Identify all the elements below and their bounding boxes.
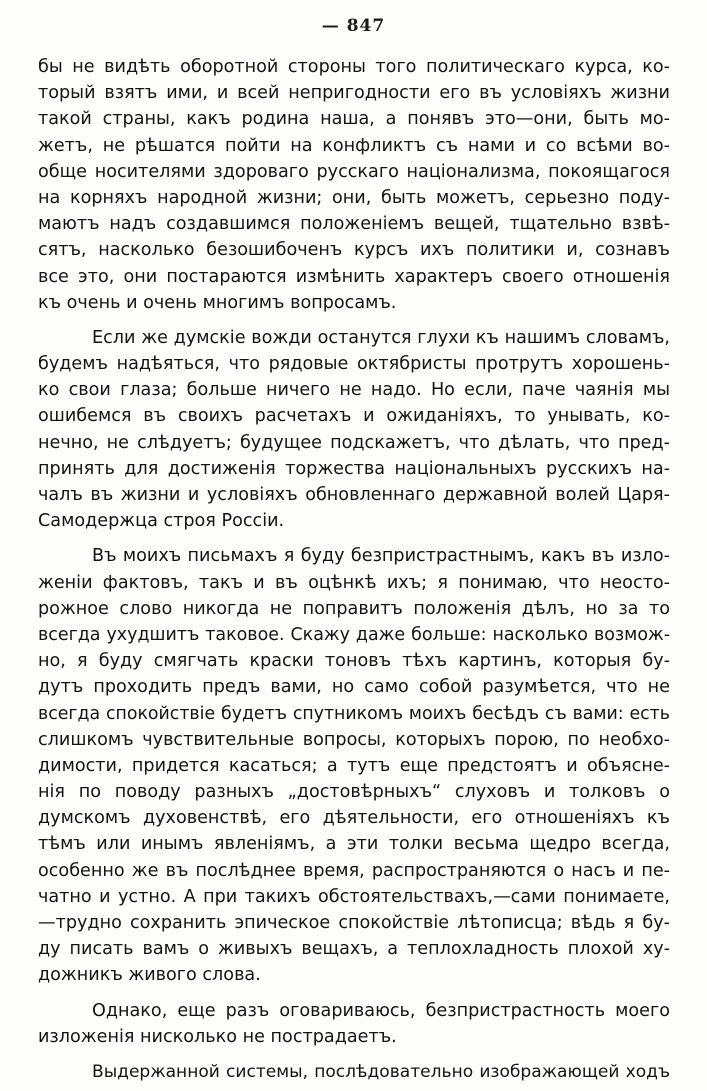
text-line: тѣмъ или инымъ явленіямъ, а эти толки весьма щедро всегда, (38, 834, 670, 855)
text-line: на корняхъ народной жизни; они, быть можетъ, серьезно поду- (38, 187, 670, 208)
text-line: Однако, еще разъ оговариваюсь, безпристрастность моего (92, 1000, 670, 1021)
text-line: женіи фактовъ, такъ и въ оцѣнкѣ ихъ; я понимаю, что неосто- (38, 572, 670, 593)
text-line: нечно, не слѣдуетъ; будущее подскажетъ, что дѣлать, что пред- (38, 432, 670, 453)
text-line: но, я буду смягчать краски тоновъ тѣхъ картинъ, которыя бу- (38, 651, 670, 672)
text-line: всегда ухудшитъ таковое. Скажу даже больше: насколько возмож- (38, 624, 670, 645)
text-line: дожникъ живого слова. (38, 965, 261, 986)
text-line: чатно и устно. А при такихъ обстоятельствахъ,—сами понимаете, (38, 886, 670, 907)
text-line: ошибемся въ своихъ расчетахъ и ожиданіяхъ, то унывать, ко- (38, 406, 670, 427)
text-line: дутъ проходить предъ вами, но само собой разумѣется, что не (38, 677, 670, 698)
paragraph-1 (38, 54, 670, 316)
text-line: принять для достиженія торжества національныхъ русскихъ на- (38, 458, 670, 479)
text-line: чалъ въ жизни и условіяхъ обновленнаго державной волей Царя- (38, 485, 670, 505)
text-line: ко свои глаза; больше ничего не надо. Но если, паче чаянія мы (38, 380, 670, 401)
paragraph-gap (38, 534, 670, 543)
paragraph-2 (38, 325, 670, 535)
text-line: будемъ надѣяться, что рядовые октябристы протрутъ хорошень- (38, 354, 670, 375)
paragraph-gap (38, 1050, 670, 1059)
text-line: особенно же въ послѣднее время, распространяются о насъ и пе- (38, 860, 670, 881)
paragraph-4 (38, 998, 670, 1050)
text-line: жетъ, не рѣшатся пойти на конфликтъ съ нами и со всѣми во- (38, 135, 670, 156)
paragraph-gap (38, 316, 670, 325)
text-line: Самодержца строя Россіи. (38, 511, 285, 532)
text-line: —трудно сохранить эпическое спокойствіе лѣтописца; вѣдь я бу- (38, 913, 670, 933)
text-line: такой страны, какъ родина наша, а понявъ это—они, быть мо- (38, 109, 670, 130)
paragraph-gap (38, 989, 670, 998)
text-line: сятъ, насколько безошибоченъ курсъ ихъ политики и, сознавъ (38, 240, 670, 261)
text-line: все это, они постараются измѣнить характеръ своего отношенія (38, 266, 670, 287)
body-text (38, 54, 670, 1085)
paragraph-3 (38, 543, 670, 988)
text-line: изложенія нисколько не пострадаетъ. (38, 1026, 397, 1047)
text-line: Въ моихъ письмахъ я буду безпристрастнымъ, какъ въ изло- (92, 546, 670, 567)
text-line: ду писать вамъ о живыхъ вещахъ, а теплохладность плохой ху- (38, 939, 670, 960)
text-line: маютъ надъ создавшимся положеніемъ вещей, тщательно взвѣ- (38, 214, 670, 235)
text-line: къ очень и очень многимъ вопросамъ. (38, 292, 397, 313)
text-line: торый взятъ ими, и всей непригодности его въ условіяхъ жизни (38, 83, 670, 104)
text-line: думскомъ духовенствѣ, его дѣятельности, его отношеніяхъ къ (38, 808, 670, 829)
text-line: слишкомъ чувствительные вопросы, которыхъ порою, по необхо- (38, 729, 670, 750)
text-line: нія по поводу разныхъ „достовѣрныхъ“ слуховъ и толковъ о (38, 782, 670, 803)
text-line: рожное слово никогда не поправитъ положенія дѣлъ, но за то (38, 598, 670, 619)
text-line: Если же думскіе вожди останутся глухи къ нашимъ словамъ, (92, 327, 670, 348)
text-line: бы не видѣть оборотной стороны того политическаго курса, ко- (38, 57, 670, 77)
paragraph-5 (38, 1059, 670, 1085)
text-line: Выдержанной системы, послѣдовательно изображающей ходъ (92, 1061, 670, 1082)
text-line: димости, придется касаться; а тутъ еще предстоятъ и объясне- (38, 755, 670, 776)
page-number: — 847 (321, 16, 386, 36)
text-line: обще носителями здороваго русскаго націонализма, покоящагося (38, 161, 670, 182)
text-line: всегда спокойствіе будетъ спутникомъ моихъ бесѣдъ съ вами: есть (38, 703, 670, 724)
